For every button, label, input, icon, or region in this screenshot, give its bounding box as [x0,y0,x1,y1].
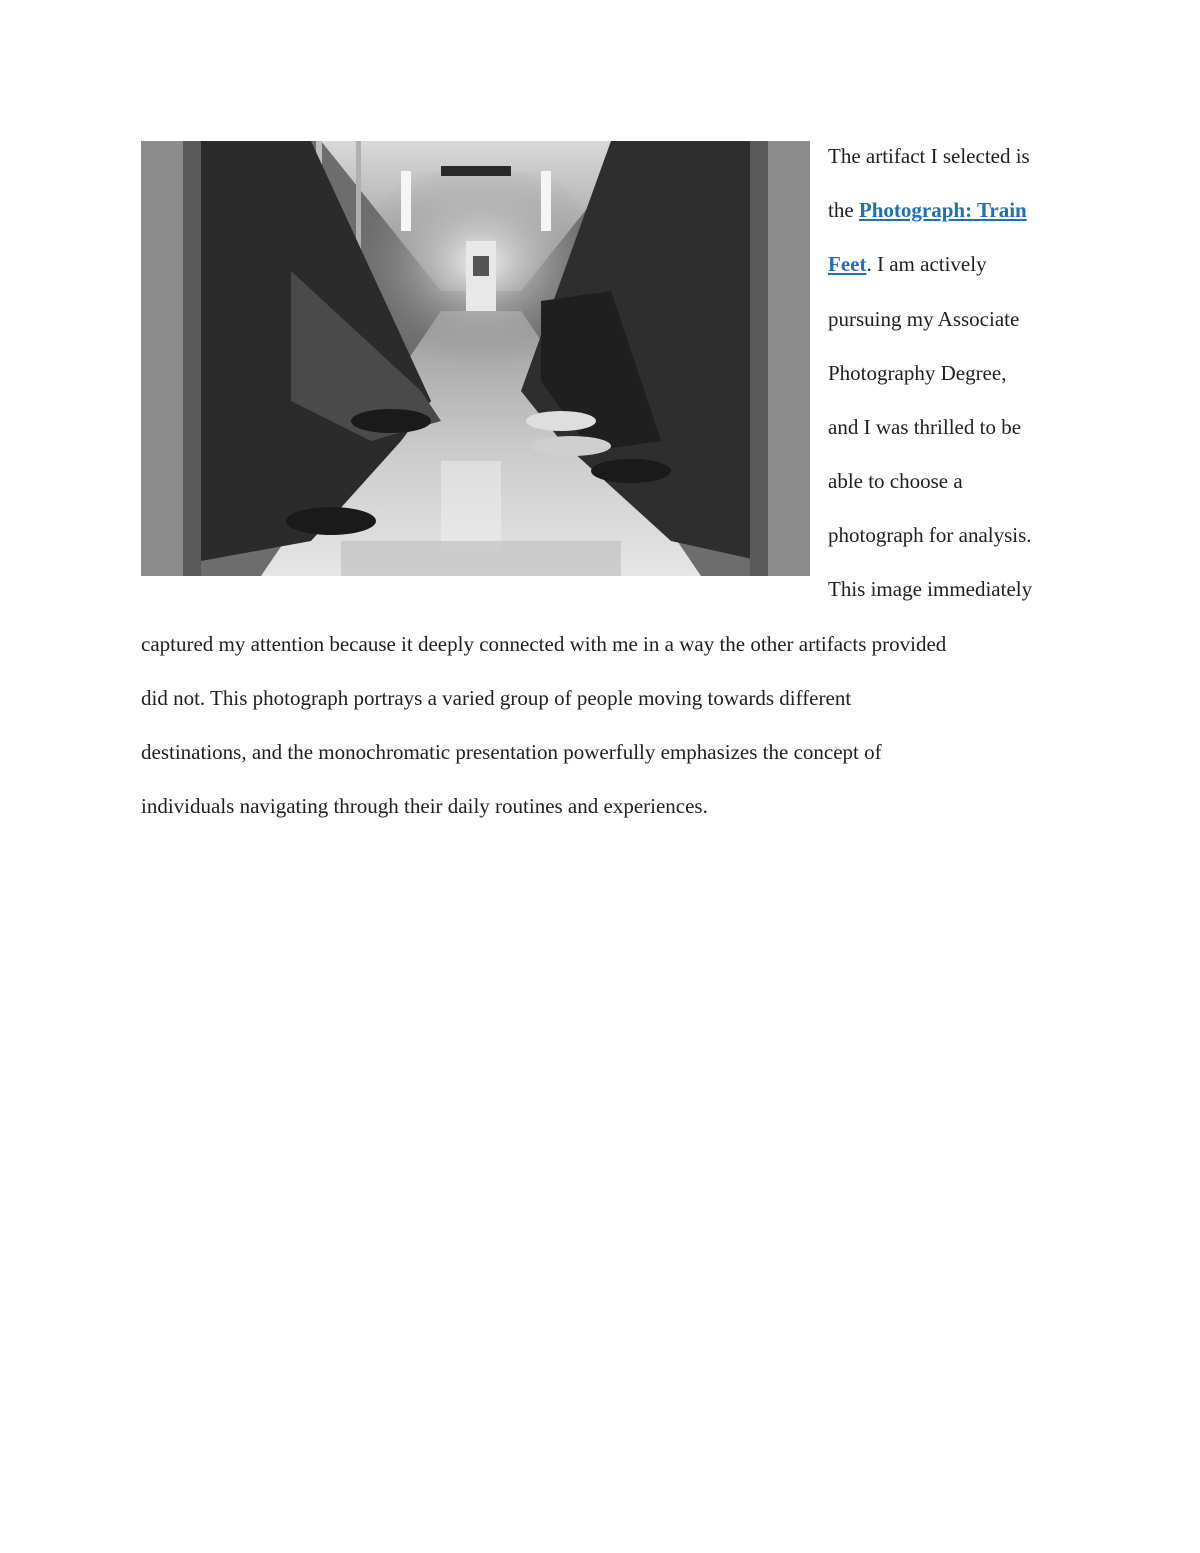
body-text-segment: . I am actively [866,252,987,276]
body-text-line [828,196,1027,224]
body-text-line: able to choose a [828,469,963,493]
body-text-line: The artifact I selected is [828,144,1030,168]
body-text-line: did not. This photograph portrays a varied group of people moving towards different [141,686,852,710]
artifact-link-continued[interactable]: Feet [828,252,867,276]
body-text-line: and I was thrilled to be [828,415,1022,439]
artifact-photograph [141,141,810,576]
body-text-segment: the [828,198,859,222]
body-text-line: photograph for analysis. [828,523,1032,547]
subway-photo-image [141,141,810,576]
artifact-link[interactable]: Photograph: Train [858,198,1027,222]
body-text-line: individuals navigating through their daily routines and experiences. [141,794,708,818]
body-text-line: captured my attention because it deeply connected with me in a way the other artifacts provided [141,632,947,656]
body-text-line: pursuing my Associate [828,307,1020,331]
body-text-line: Photography Degree, [828,361,1007,385]
body-text-line: This image immediately [828,577,1033,601]
body-text-line: destinations, and the monochromatic presentation powerfully emphasizes the concept of [141,740,882,764]
body-text-line [828,250,987,278]
